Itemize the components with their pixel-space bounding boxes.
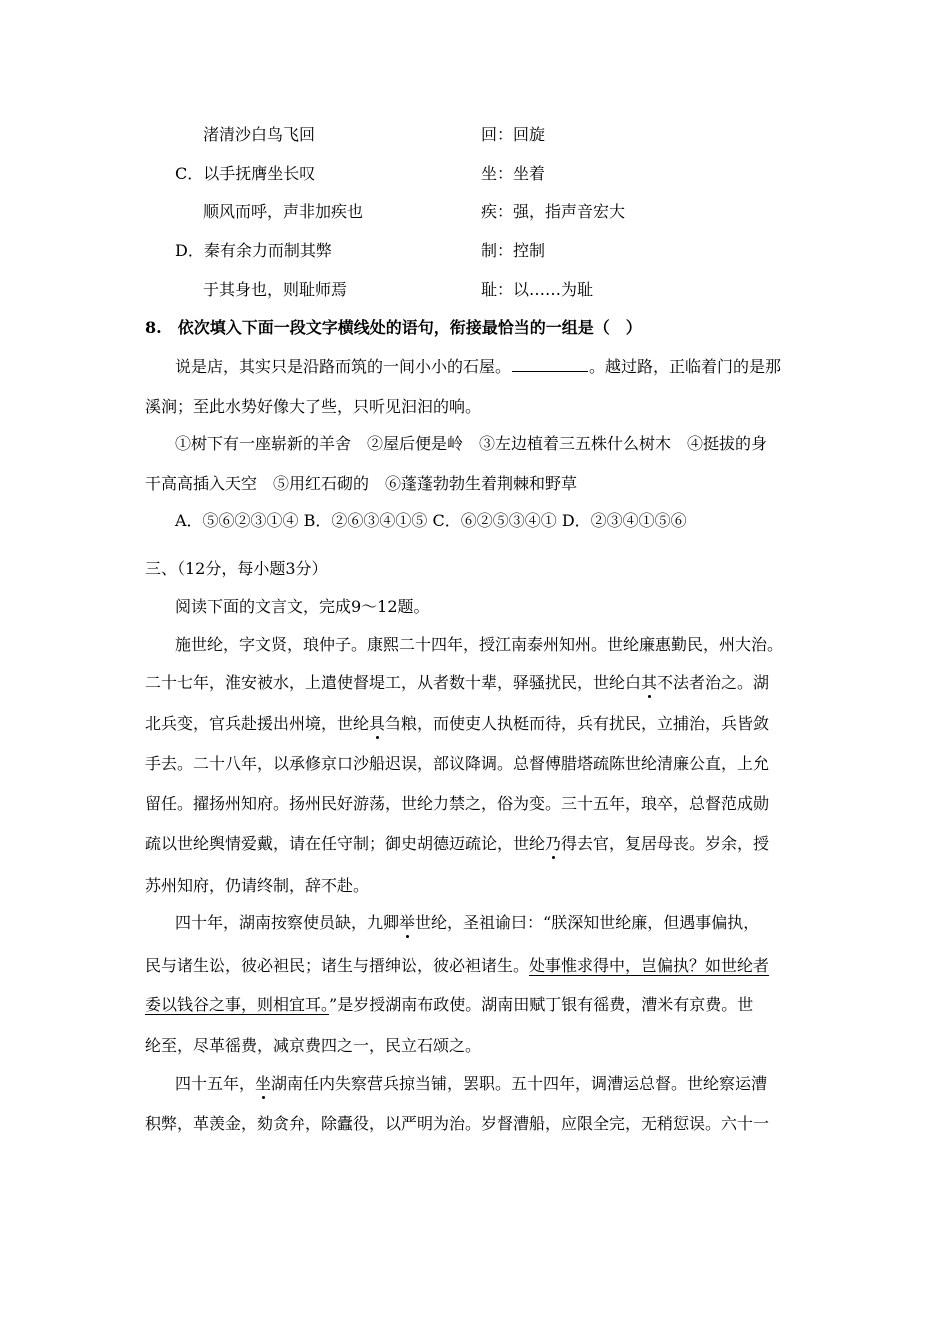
passage-line-1: 施世纶，字文贤，琅仲子。康熙二十四年，授江南泰州知州。世纶廉惠勤民，州大治。: [175, 635, 784, 654]
emphasized-character: 坐: [255, 1074, 272, 1093]
section-3-intro: 阅读下面的文言文，完成9～12题。: [175, 597, 430, 616]
phrase-text: 以手抚膺坐长叹: [203, 164, 316, 183]
option-b-second-gloss: 回：回旋: [481, 125, 546, 144]
passage-text: 。越过路，正临着门的是那: [589, 357, 782, 376]
option-label: C．: [175, 164, 204, 183]
passage-text: ”是岁授湖南布政使。湖南田赋丁银有徭费，漕米有京费。世: [329, 995, 754, 1014]
passage-line-10: [145, 994, 753, 1016]
emphasized-character: 其: [641, 673, 658, 692]
passage-line-5: 留任。擢扬州知府。扬州民好游荡，世纶力禁之，俗为变。三十五年，琅卒，总督范成勋: [145, 794, 770, 813]
option-d-first-gloss: 制：控制: [481, 241, 546, 260]
option-label: D．: [175, 241, 204, 260]
question-8-choices: A．⑤⑥②③①④ B．②⑥③④①⑤ C．⑥②⑤③④① D．②③④①⑤⑥: [175, 511, 687, 530]
passage-text: 北兵变，官兵赴援出州境，世纶: [145, 714, 370, 733]
emphasized-character: 举: [399, 913, 416, 932]
option-c-second-phrase: 顺风而呼，声非加疾也: [203, 202, 364, 221]
question-8-title: 8. 依次填入下面一段文字横线处的语句，衔接最恰当的一组是（ ）: [145, 318, 642, 337]
question-8-passage-line-2: 溪涧；至此水势好像大了些，只听见汩汩的响。: [145, 397, 482, 416]
passage-line-8: [175, 912, 759, 934]
passage-line-11: 纶至，尽革徭费，减京费四之一，民立石颂之。: [145, 1036, 482, 1055]
passage-text: 疏以世纶舆情爱戴，请在任守制；御史胡德迈疏论，世纶: [145, 834, 546, 853]
option-b-second-phrase: [203, 124, 315, 146]
passage-text: 民与诸生讼，彼必袒民；诸生与搢绅讼，彼必袒诸生。: [145, 956, 530, 975]
passage-text: 说是店，其实只是沿路而筑的一间小小的石屋。: [175, 357, 512, 376]
passage-line-4: 手去。二十八年，以承修京口沙船迟误，部议降调。总督傅腊塔疏陈世纶清廉公直，上允: [145, 754, 770, 773]
passage-text: 得去官，复居母丧。岁余，授: [561, 834, 770, 853]
section-3-heading: 三、（12分，每小题3分）: [145, 559, 328, 578]
option-d-second-gloss: 耻：以……为耻: [481, 280, 594, 299]
option-c-second-gloss: 疾：强，指声音宏大: [481, 202, 626, 221]
question-8-sentences-line-2: 干高高插入天空 ⑤用红石砌的 ⑥蓬蓬勃勃生着荆棘和野草: [145, 474, 578, 493]
emphasized-character: 具: [369, 714, 386, 733]
underlined-sentence: 处事惟求得中，岂偏执？如世纶者: [529, 956, 770, 975]
passage-line-3: [145, 713, 769, 735]
option-c-first-phrase: [175, 163, 315, 185]
option-d-first-phrase: [175, 240, 332, 262]
passage-text: 四十五年，: [175, 1074, 256, 1093]
passage-text: 湖南任内失察营兵掠当铺，罢职。五十四年，调漕运总督。世纶察运漕: [271, 1074, 768, 1093]
passage-line-2: [145, 672, 769, 694]
phrase-text: 渚清沙白鸟飞回: [203, 125, 316, 144]
question-8-sentences-line-1: ①树下有一座崭新的羊舍 ②屋后便是岭 ③左边植着三五株什么树木 ④挺拔的身: [175, 434, 768, 453]
passage-text: 刍粮，而使吏人执梃而待，兵有扰民，立捕治，兵皆敛: [385, 714, 770, 733]
question-8-passage-line-1: [175, 355, 781, 377]
passage-text: 不法者治之。湖: [657, 673, 770, 692]
phrase-text: 秦有余力而制其弊: [203, 241, 332, 260]
passage-text: 四十年，湖南按察使员缺，九卿: [175, 913, 400, 932]
passage-text: 世纶，圣祖谕曰：“朕深知世纶廉，但遇事偏执，: [415, 913, 760, 932]
emphasized-character: 乃: [545, 834, 562, 853]
underlined-sentence: 委以钱谷之事，则相宜耳。: [145, 995, 330, 1014]
passage-text: 二十七年，淮安被水，上遣使督堤工，从者数十辈，驿骚扰民，世纶白: [145, 673, 642, 692]
passage-line-13: 积弊，革羡金，劾贪弁，除蠹役，以严明为治。岁督漕船，应限全完，无稍愆误。六十一: [145, 1114, 770, 1133]
passage-line-9: [145, 955, 769, 977]
passage-line-6: [145, 833, 769, 855]
answer-blank: [512, 355, 588, 372]
option-c-first-gloss: 坐：坐着: [481, 164, 546, 183]
passage-line-7: 苏州知府，仍请终制，辞不赴。: [145, 876, 370, 895]
option-d-second-phrase: 于其身也，则耻师焉: [203, 280, 348, 299]
passage-line-12: [175, 1073, 767, 1095]
